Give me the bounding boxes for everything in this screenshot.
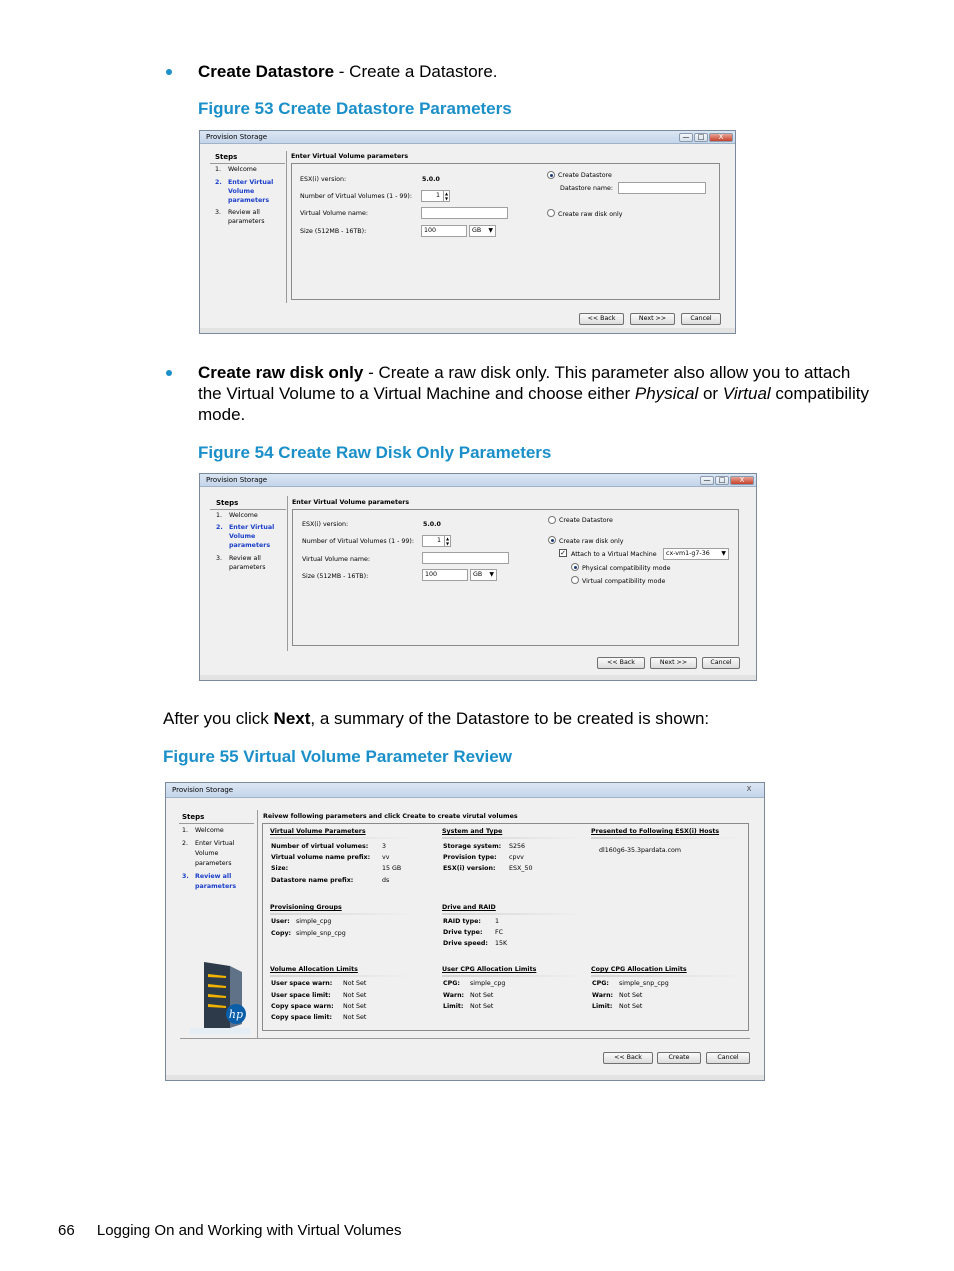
- dialog-title: Provision Storage: [206, 133, 268, 141]
- step-review-2[interactable]: parameters: [195, 883, 237, 890]
- raid-value: 1: [495, 918, 500, 925]
- num-volumes-stepper[interactable]: [422, 535, 451, 547]
- create-raw-disk-label: Create raw disk only: [558, 211, 623, 218]
- ccpg-value: Not Set: [619, 1003, 643, 1010]
- section-divider: [270, 837, 412, 839]
- spinner-icon[interactable]: ▲ ▼: [445, 536, 450, 546]
- datastore-name-input[interactable]: [618, 182, 706, 194]
- attach-vm-checkbox[interactable]: [559, 549, 567, 557]
- provision-storage-dialog-datastore: [199, 130, 736, 334]
- physical-mode-radio[interactable]: [571, 563, 579, 571]
- volume-name-label: Virtual Volume name:: [300, 210, 368, 217]
- section-presented-hosts: Presented to Following ESX(i) Hosts: [591, 828, 720, 835]
- bullet-create-datastore: [198, 61, 498, 82]
- step-enter-params-3[interactable]: parameters: [229, 542, 271, 549]
- step-review-2[interactable]: parameters: [229, 564, 266, 571]
- vvp-value: 15 GB: [382, 865, 402, 872]
- section-virtual-volume-params: Virtual Volume Parameters: [270, 828, 366, 835]
- text-run: , a summary of the Datastore to be created is shown:: [310, 709, 710, 728]
- num-volumes-stepper[interactable]: [421, 190, 450, 202]
- size-unit-value: GB: [473, 571, 483, 578]
- minimize-button[interactable]: —: [679, 133, 693, 142]
- sys-label: Storage system:: [443, 843, 502, 850]
- raid-value: FC: [495, 929, 504, 936]
- sys-value: S256: [509, 843, 526, 850]
- steps-divider: [286, 151, 287, 303]
- maximize-button[interactable]: □: [715, 476, 729, 485]
- ucpg-value: simple_cpg: [470, 980, 506, 987]
- section-header: Enter Virtual Volume parameters: [292, 499, 410, 506]
- section-system-type: System and Type: [442, 828, 503, 835]
- bullet-desc: - Create a Datastore.: [334, 62, 498, 81]
- step-review-1[interactable]: Review all: [228, 209, 260, 216]
- figure-caption: Figure 53 Create Datastore Parameters: [198, 99, 512, 118]
- step-number: 3.: [215, 209, 222, 216]
- section-copy-cpg-limits: Copy CPG Allocation Limits: [591, 966, 687, 973]
- section-divider: [442, 837, 584, 839]
- step-number: 3.: [182, 873, 189, 880]
- step-number: 2.: [216, 524, 223, 531]
- back-button[interactable]: << Back: [603, 1052, 653, 1064]
- page-number: 66: [58, 1222, 75, 1239]
- create-raw-disk-radio[interactable]: [547, 209, 555, 217]
- raid-value: 15K: [495, 940, 508, 947]
- step-welcome[interactable]: Welcome: [228, 166, 257, 173]
- bullet-term: Create raw disk only: [198, 363, 364, 382]
- hp-logo: [186, 958, 254, 1038]
- step-review-2[interactable]: parameters: [228, 218, 265, 225]
- step-enter-params-2[interactable]: Volume: [229, 533, 256, 540]
- sys-label: Provision type:: [443, 854, 497, 861]
- back-button[interactable]: << Back: [579, 313, 624, 325]
- text-run: the Virtual Volume to a Virtual Machine and choose either: [198, 384, 635, 403]
- cancel-button[interactable]: Cancel: [681, 313, 721, 325]
- vvp-label: Number of virtual volumes:: [271, 843, 369, 850]
- val-value: Not Set: [343, 1003, 367, 1010]
- section-header: Enter Virtual Volume parameters: [291, 153, 409, 160]
- create-datastore-label: Create Datastore: [559, 517, 613, 524]
- title-bar: [200, 474, 756, 487]
- pg-label: Copy:: [271, 930, 292, 937]
- step-number: 1.: [216, 512, 223, 519]
- create-datastore-label: Create Datastore: [558, 172, 612, 179]
- size-label: Size (512MB - 16TB):: [302, 573, 369, 580]
- step-number: 2.: [182, 840, 189, 847]
- provision-storage-dialog-raw-disk: [199, 473, 757, 681]
- chevron-down-icon: ▼: [489, 571, 494, 578]
- pg-value: simple_snp_cpg: [296, 930, 346, 937]
- footer-divider: [180, 1038, 750, 1039]
- step-review-1[interactable]: Review all: [195, 873, 232, 880]
- step-number: 1.: [182, 827, 189, 834]
- bullet-line-1: [198, 362, 878, 383]
- section-drive-raid: Drive and RAID: [442, 904, 496, 911]
- back-button[interactable]: << Back: [597, 657, 645, 669]
- num-volumes-value: 1: [435, 192, 440, 199]
- section-header: Reivew following parameters and click Create to create virutal volumes: [263, 813, 518, 820]
- status-bar: [200, 675, 756, 680]
- text-run: After you click: [163, 709, 274, 728]
- spinner-icon[interactable]: ▲ ▼: [444, 191, 449, 201]
- checkmark-icon: ✓: [560, 549, 566, 557]
- page-footer: [58, 1222, 401, 1239]
- text-run: or: [698, 384, 723, 403]
- ucpg-label: Limit:: [443, 1003, 464, 1010]
- bullet-desc: - Create a raw disk only. This parameter also allow you to attach: [363, 363, 851, 382]
- ucpg-value: Not Set: [470, 1003, 494, 1010]
- step-welcome[interactable]: Welcome: [195, 827, 224, 834]
- next-button[interactable]: Next >>: [650, 657, 697, 669]
- steps-heading: Steps: [215, 153, 238, 161]
- status-bar: [200, 328, 735, 333]
- vvp-label: Virtual volume name prefix:: [271, 854, 371, 861]
- maximize-button[interactable]: □: [694, 133, 708, 142]
- next-term: Next: [273, 709, 311, 728]
- virtual-term: Virtual: [722, 384, 771, 403]
- close-button[interactable]: X: [730, 476, 754, 485]
- ccpg-label: CPG:: [592, 980, 609, 987]
- step-enter-params-2[interactable]: Volume: [228, 188, 255, 195]
- val-value: Not Set: [343, 980, 367, 987]
- vvp-label: Size:: [271, 865, 289, 872]
- section-provisioning-groups: Provisioning Groups: [270, 904, 342, 911]
- close-button[interactable]: X: [709, 133, 733, 142]
- steps-divider: [287, 496, 288, 651]
- section-divider: [442, 913, 584, 915]
- datastore-name-label: Datastore name:: [560, 185, 613, 192]
- ccpg-label: Limit:: [592, 1003, 613, 1010]
- steps-heading: Steps: [182, 813, 205, 821]
- esx-version-label: ESX(i) version:: [302, 521, 349, 528]
- raid-label: Drive speed:: [443, 940, 488, 947]
- bullet-term: Create Datastore: [198, 62, 335, 81]
- step-enter-params-1[interactable]: Enter Virtual: [228, 179, 274, 186]
- esx-version-value: 5.0.0: [423, 521, 441, 528]
- step-welcome[interactable]: Welcome: [229, 512, 258, 519]
- hp-logo-text: hp: [228, 1008, 244, 1021]
- title-bar: [166, 783, 764, 798]
- create-raw-disk-label: Create raw disk only: [559, 538, 624, 545]
- step-review-1[interactable]: Review all: [229, 555, 261, 562]
- next-button[interactable]: Next >>: [630, 313, 675, 325]
- virtual-mode-label: Virtual compatibility mode: [582, 578, 666, 585]
- num-volumes-label: Number of Virtual Volumes (1 - 99):: [302, 538, 414, 545]
- sys-value: ESX_50: [509, 865, 533, 872]
- raid-label: Drive type:: [443, 929, 483, 936]
- section-divider: [591, 837, 743, 839]
- divider: [210, 509, 286, 510]
- text-run: compatibility: [770, 384, 869, 403]
- summary-paragraph: [163, 708, 709, 729]
- pg-value: simple_cpg: [296, 918, 332, 925]
- volume-name-label: Virtual Volume name:: [302, 556, 370, 563]
- ccpg-label: Warn:: [592, 992, 614, 999]
- sys-label: ESX(i) version:: [443, 865, 496, 872]
- size-unit-select[interactable]: [470, 569, 497, 581]
- create-raw-disk-radio[interactable]: [548, 536, 556, 544]
- sys-value: cpvv: [509, 854, 524, 861]
- cancel-button[interactable]: Cancel: [702, 657, 740, 669]
- bullet-line-2: [198, 383, 878, 404]
- bullet-dot: [166, 69, 172, 75]
- virtual-mode-radio[interactable]: [571, 576, 579, 584]
- size-unit-value: GB: [472, 227, 482, 234]
- section-divider: [270, 975, 412, 977]
- bullet-dot: [166, 370, 172, 376]
- step-number: 3.: [216, 555, 223, 562]
- provision-storage-dialog-review: [165, 782, 765, 1081]
- bullet-create-raw-disk: [198, 362, 878, 425]
- step-number: 1.: [215, 166, 222, 173]
- status-bar: [166, 1075, 764, 1080]
- val-value: Not Set: [343, 992, 367, 999]
- ucpg-value: Not Set: [470, 992, 494, 999]
- esx-version-label: ESX(i) version:: [300, 176, 347, 183]
- physical-mode-label: Physical compatibility mode: [582, 565, 671, 572]
- footer-title: Logging On and Working with Virtual Volumes: [96, 1222, 402, 1239]
- step-enter-params-3[interactable]: parameters: [228, 197, 270, 204]
- minimize-button[interactable]: —: [700, 476, 714, 485]
- section-divider: [591, 975, 743, 977]
- cancel-button[interactable]: Cancel: [706, 1052, 750, 1064]
- steps-divider: [257, 810, 258, 1038]
- create-button[interactable]: Create: [657, 1052, 701, 1064]
- vm-select[interactable]: [663, 548, 729, 560]
- section-divider: [270, 913, 412, 915]
- attach-vm-label: Attach to a Virtual Machine: [571, 551, 657, 558]
- section-divider: [442, 975, 584, 977]
- steps-heading: Steps: [216, 499, 239, 507]
- val-label: Copy space limit:: [271, 1014, 333, 1021]
- chevron-down-icon: ▼: [721, 550, 726, 557]
- size-unit-select[interactable]: [469, 225, 496, 237]
- vm-select-value: cx-vm1-g7-36: [666, 550, 710, 557]
- physical-term: Physical: [634, 384, 699, 403]
- val-value: Not Set: [343, 1014, 367, 1021]
- bullet-line-3: mode.: [198, 405, 246, 424]
- step-enter-params-1[interactable]: Enter Virtual: [229, 524, 275, 531]
- ccpg-value: simple_snp_cpg: [619, 980, 669, 987]
- section-user-cpg-limits: User CPG Allocation Limits: [442, 966, 537, 973]
- size-input[interactable]: 100: [421, 225, 467, 237]
- create-datastore-radio[interactable]: [548, 516, 556, 524]
- ccpg-value: Not Set: [619, 992, 643, 999]
- title-bar: [200, 131, 735, 144]
- divider: [179, 823, 254, 824]
- figure-caption: Figure 55 Virtual Volume Parameter Review: [163, 747, 512, 766]
- dialog-title: Provision Storage: [206, 476, 268, 484]
- step-number: 2.: [215, 179, 222, 186]
- divider: [210, 163, 285, 164]
- step-enter-params-3[interactable]: parameters: [195, 860, 232, 867]
- val-label: User space limit:: [271, 992, 331, 999]
- val-label: Copy space warn:: [271, 1003, 334, 1010]
- ucpg-label: Warn:: [443, 992, 465, 999]
- vvp-value: vv: [382, 854, 390, 861]
- step-enter-params-2[interactable]: Volume: [195, 850, 219, 857]
- close-button[interactable]: X: [746, 785, 752, 793]
- vvp-value: 3: [382, 843, 387, 850]
- ucpg-label: CPG:: [443, 980, 460, 987]
- pg-label: User:: [271, 918, 290, 925]
- volume-name-input[interactable]: [422, 552, 509, 564]
- size-input[interactable]: 100: [422, 569, 468, 581]
- host-name: dl160g6-35.3pardata.com: [599, 847, 682, 854]
- num-volumes-value: 1: [436, 537, 441, 544]
- size-label: Size (512MB - 16TB):: [300, 228, 367, 235]
- vvp-value: ds: [382, 877, 390, 884]
- step-enter-params-1[interactable]: Enter Virtual: [195, 840, 235, 847]
- dialog-title: Provision Storage: [172, 786, 234, 794]
- val-label: User space warn:: [271, 980, 333, 987]
- chevron-down-icon: ▼: [488, 227, 493, 234]
- create-datastore-radio[interactable]: [547, 171, 555, 179]
- raid-label: RAID type:: [443, 918, 481, 925]
- esx-version-value: 5.0.0: [422, 176, 440, 183]
- volume-name-input[interactable]: [421, 207, 508, 219]
- figure-caption: Figure 54 Create Raw Disk Only Parameters: [198, 443, 552, 462]
- num-volumes-label: Number of Virtual Volumes (1 - 99):: [300, 193, 412, 200]
- section-volume-allocation-limits: Volume Allocation Limits: [270, 966, 358, 973]
- vvp-label: Datastore name prefix:: [271, 877, 354, 884]
